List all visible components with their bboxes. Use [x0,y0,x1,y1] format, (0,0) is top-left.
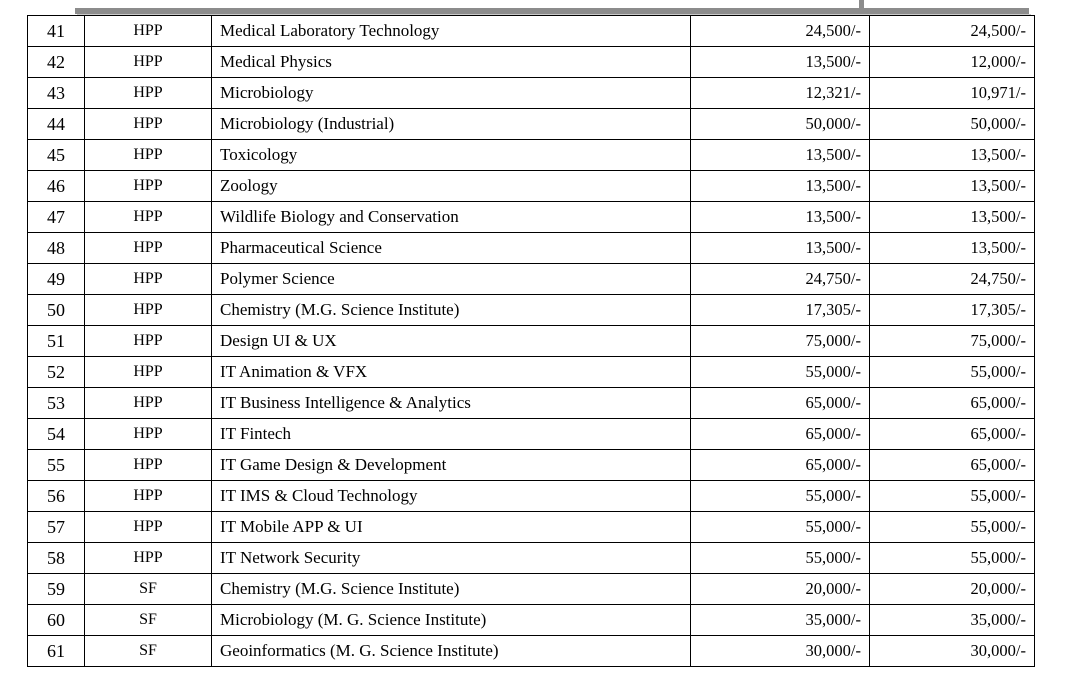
program-type: HPP [85,233,212,264]
table-row [28,171,1035,202]
table-row [28,202,1035,233]
serial-number: 51 [28,326,85,357]
course-name: Medical Physics [212,47,691,78]
program-type: SF [85,636,212,667]
program-type: HPP [85,419,212,450]
program-type: HPP [85,450,212,481]
program-type: HPP [85,264,212,295]
fee-amount-1: 50,000/- [691,109,870,140]
fee-amount-1: 65,000/- [691,450,870,481]
course-name: Pharmaceutical Science [212,233,691,264]
serial-number: 46 [28,171,85,202]
course-name: Medical Laboratory Technology [212,16,691,47]
serial-number: 50 [28,295,85,326]
serial-number: 45 [28,140,85,171]
table-row [28,295,1035,326]
course-name: IT Mobile APP & UI [212,512,691,543]
course-name: IT Business Intelligence & Analytics [212,388,691,419]
course-name: Microbiology [212,78,691,109]
course-name: Polymer Science [212,264,691,295]
fee-amount-1: 13,500/- [691,202,870,233]
table-row [28,326,1035,357]
program-type: HPP [85,326,212,357]
table-row [28,450,1035,481]
serial-number: 44 [28,109,85,140]
fee-amount-2: 13,500/- [870,171,1035,202]
table-row [28,419,1035,450]
program-type: HPP [85,295,212,326]
fee-amount-1: 55,000/- [691,481,870,512]
course-name: Chemistry (M.G. Science Institute) [212,295,691,326]
course-name: Geoinformatics (M. G. Science Institute) [212,636,691,667]
fee-amount-1: 35,000/- [691,605,870,636]
fee-amount-1: 13,500/- [691,233,870,264]
fee-amount-2: 65,000/- [870,450,1035,481]
table-row [28,109,1035,140]
table-row [28,140,1035,171]
fee-amount-2: 13,500/- [870,202,1035,233]
fee-amount-1: 55,000/- [691,512,870,543]
program-type: HPP [85,109,212,140]
program-type: HPP [85,481,212,512]
program-type: HPP [85,140,212,171]
fee-amount-1: 55,000/- [691,543,870,574]
fee-amount-2: 35,000/- [870,605,1035,636]
course-name: Microbiology (M. G. Science Institute) [212,605,691,636]
course-name: Microbiology (Industrial) [212,109,691,140]
serial-number: 47 [28,202,85,233]
fee-amount-1: 17,305/- [691,295,870,326]
fee-amount-1: 65,000/- [691,419,870,450]
fee-amount-1: 13,500/- [691,171,870,202]
table-row [28,574,1035,605]
program-type: HPP [85,78,212,109]
fee-amount-2: 12,000/- [870,47,1035,78]
fee-amount-2: 13,500/- [870,233,1035,264]
fee-amount-2: 55,000/- [870,481,1035,512]
fee-amount-2: 55,000/- [870,357,1035,388]
course-name: Zoology [212,171,691,202]
fee-amount-1: 24,750/- [691,264,870,295]
table-row [28,78,1035,109]
table-row [28,512,1035,543]
fee-table-container [27,15,1034,667]
serial-number: 55 [28,450,85,481]
course-name: IT Animation & VFX [212,357,691,388]
table-row [28,357,1035,388]
serial-number: 58 [28,543,85,574]
table-row [28,605,1035,636]
course-name: IT Network Security [212,543,691,574]
program-type: HPP [85,171,212,202]
course-name: Design UI & UX [212,326,691,357]
course-name: Toxicology [212,140,691,171]
fee-amount-2: 13,500/- [870,140,1035,171]
serial-number: 48 [28,233,85,264]
fee-amount-2: 55,000/- [870,512,1035,543]
fee-amount-1: 13,500/- [691,140,870,171]
course-name: IT Game Design & Development [212,450,691,481]
serial-number: 52 [28,357,85,388]
program-type: SF [85,574,212,605]
program-type: HPP [85,16,212,47]
fee-amount-1: 24,500/- [691,16,870,47]
table-row [28,47,1035,78]
fee-amount-1: 20,000/- [691,574,870,605]
serial-number: 43 [28,78,85,109]
fee-amount-2: 24,750/- [870,264,1035,295]
fee-amount-1: 65,000/- [691,388,870,419]
table-row [28,16,1035,47]
fee-amount-2: 55,000/- [870,543,1035,574]
program-type: HPP [85,388,212,419]
program-type: HPP [85,357,212,388]
table-row [28,543,1035,574]
serial-number: 59 [28,574,85,605]
fee-amount-2: 24,500/- [870,16,1035,47]
serial-number: 57 [28,512,85,543]
fee-amount-2: 10,971/- [870,78,1035,109]
fee-amount-2: 17,305/- [870,295,1035,326]
tab-stop-marker-icon[interactable] [859,0,864,9]
table-row [28,481,1035,512]
table-row [28,636,1035,667]
serial-number: 42 [28,47,85,78]
fee-amount-1: 13,500/- [691,47,870,78]
serial-number: 56 [28,481,85,512]
fee-amount-2: 75,000/- [870,326,1035,357]
fee-amount-2: 65,000/- [870,419,1035,450]
serial-number: 53 [28,388,85,419]
table-row [28,264,1035,295]
course-fee-table [27,15,1035,667]
serial-number: 60 [28,605,85,636]
program-type: HPP [85,47,212,78]
fee-amount-1: 55,000/- [691,357,870,388]
fee-amount-1: 75,000/- [691,326,870,357]
table-row [28,388,1035,419]
course-name: IT Fintech [212,419,691,450]
course-name: Wildlife Biology and Conservation [212,202,691,233]
fee-amount-1: 12,321/- [691,78,870,109]
program-type: HPP [85,543,212,574]
program-type: HPP [85,202,212,233]
course-name: Chemistry (M.G. Science Institute) [212,574,691,605]
serial-number: 49 [28,264,85,295]
fee-amount-2: 20,000/- [870,574,1035,605]
serial-number: 41 [28,16,85,47]
course-name: IT IMS & Cloud Technology [212,481,691,512]
fee-amount-1: 30,000/- [691,636,870,667]
program-type: HPP [85,512,212,543]
fee-amount-2: 30,000/- [870,636,1035,667]
fee-amount-2: 65,000/- [870,388,1035,419]
ruler-bar [75,8,1029,14]
serial-number: 61 [28,636,85,667]
serial-number: 54 [28,419,85,450]
table-row [28,233,1035,264]
program-type: SF [85,605,212,636]
fee-amount-2: 50,000/- [870,109,1035,140]
